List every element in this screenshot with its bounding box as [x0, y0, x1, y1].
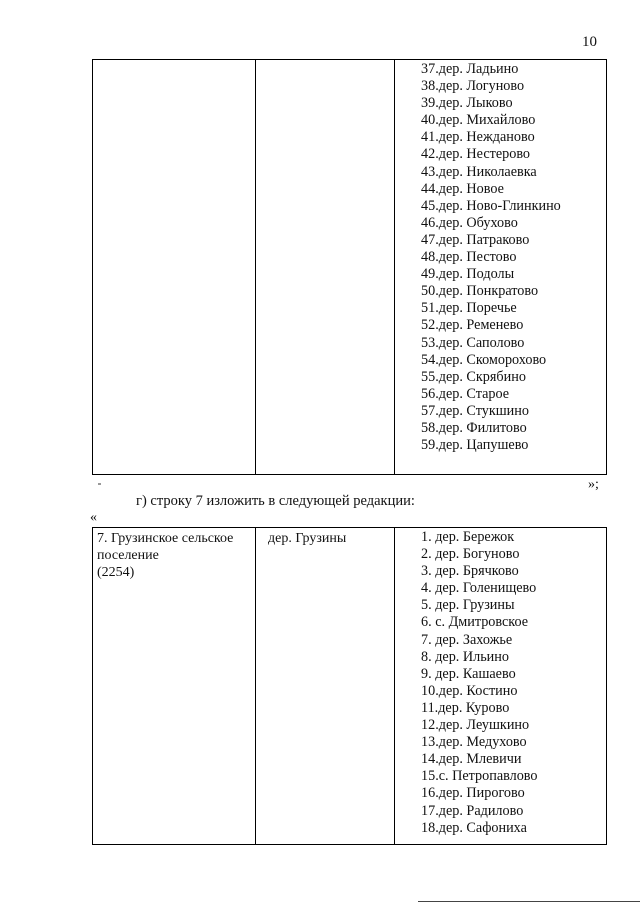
list-item: 46.дер. Обухово — [421, 214, 518, 231]
list-item: 38.дер. Логуново — [421, 78, 525, 95]
list-item: 18.дер. Сафониха — [421, 819, 527, 836]
scan-speck — [98, 483, 101, 485]
amendment-instruction: г) строку 7 изложить в следующей редакции: — [136, 493, 415, 509]
list-item: 1. дер. Бережок — [421, 529, 515, 545]
admin-center: дер. Грузины — [268, 531, 347, 546]
list-item: 5. дер. Грузины — [421, 597, 515, 614]
list-item: 58.дер. Филитово — [421, 419, 527, 436]
opening-quote: « — [90, 510, 97, 525]
list-item: 53.дер. Саполово — [421, 334, 525, 351]
list-item: 12.дер. Леушкино — [421, 717, 530, 734]
list-item: 13.дер. Медухово — [421, 734, 527, 751]
admin-center-cell — [256, 528, 395, 845]
admin-center-cell — [256, 60, 395, 475]
localities-cell — [395, 60, 607, 475]
list-item: 7. дер. Захожье — [421, 631, 513, 648]
list-item: 51.дер. Поречье — [421, 300, 517, 317]
list-item: 3. дер. Брячково — [421, 563, 519, 580]
list-item: 6. с. Дмитровское — [421, 614, 529, 631]
settlement-name: 7. Грузинское сельское — [97, 531, 234, 546]
list-item: 43.дер. Николаевка — [421, 163, 537, 180]
list-item: 55.дер. Скрябино — [421, 368, 526, 385]
settlement-type: поселение — [97, 548, 159, 564]
list-item: 52.дер. Ременево — [421, 317, 524, 334]
list-item: 2. дер. Богуново — [421, 546, 520, 563]
list-item: 37.дер. Ладьино — [421, 61, 519, 77]
localities-cell — [395, 528, 607, 845]
list-item: 9. дер. Кашаево — [421, 665, 516, 682]
localities-list — [395, 528, 606, 837]
list-item: 49.дер. Подолы — [421, 266, 515, 283]
list-item: 48.дер. Пестово — [421, 249, 517, 266]
settlements-table-row7 — [92, 527, 607, 845]
table-row — [93, 528, 607, 845]
list-item: 15.с. Петропавлово — [421, 768, 538, 785]
list-item: 40.дер. Михайлово — [421, 112, 536, 129]
closing-quote: »; — [588, 477, 599, 492]
list-item: 45.дер. Ново-Глинкино — [421, 197, 561, 214]
list-item: 4. дер. Голенищево — [421, 580, 537, 597]
settlement-name-cell — [93, 528, 256, 845]
list-item: 42.дер. Нестерово — [421, 146, 531, 163]
settlement-name-cell — [93, 60, 256, 475]
settlement-code: (2254) — [97, 565, 135, 581]
list-item: 39.дер. Лыково — [421, 95, 513, 112]
list-item: 17.дер. Радилово — [421, 802, 524, 819]
bottom-rule — [418, 901, 640, 902]
list-item: 41.дер. Нежданово — [421, 129, 535, 146]
list-item: 16.дер. Пирогово — [421, 785, 525, 802]
list-item: 57.дер. Стукшино — [421, 402, 529, 419]
list-item: 56.дер. Старое — [421, 385, 510, 402]
localities-list — [395, 60, 606, 454]
list-item: 54.дер. Скоморохово — [421, 351, 547, 368]
list-item: 14.дер. Млевичи — [421, 751, 522, 768]
list-item: 10.дер. Костино — [421, 682, 518, 699]
list-item: 44.дер. Новое — [421, 180, 504, 197]
page-number: 10 — [582, 34, 597, 50]
list-item: 47.дер. Патраково — [421, 231, 530, 248]
table-row — [93, 60, 607, 475]
list-item: 8. дер. Ильино — [421, 648, 509, 665]
settlements-table-continued — [92, 59, 607, 475]
list-item: 11.дер. Курово — [421, 699, 510, 716]
list-item: 50.дер. Понкратово — [421, 283, 539, 300]
list-item: 59.дер. Цапушево — [421, 437, 529, 454]
